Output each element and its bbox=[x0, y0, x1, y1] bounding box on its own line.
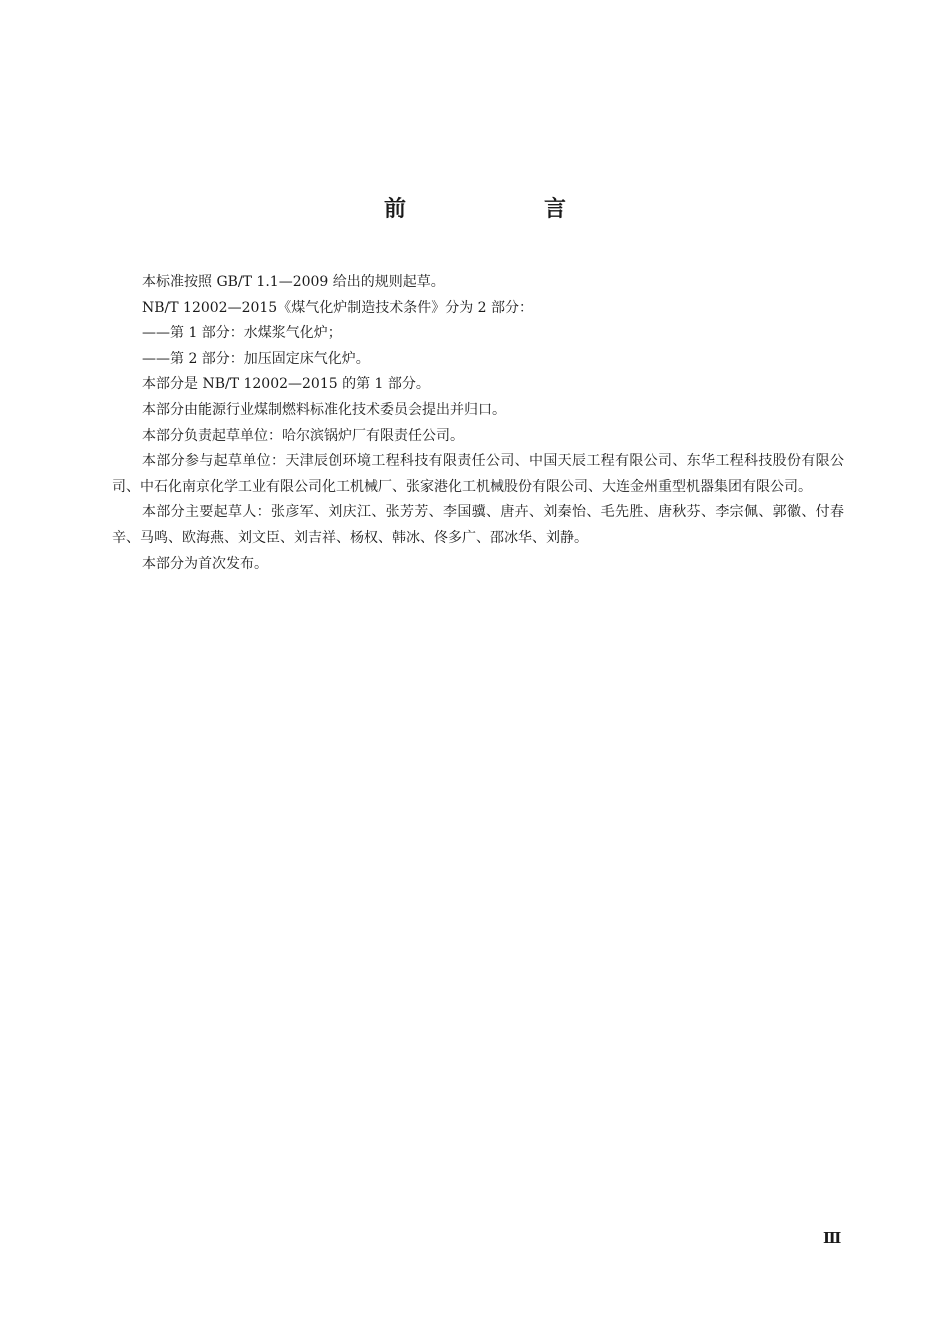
paragraph-drafting-rules: 本标准按照 GB/T 1.1—2009 给出的规则起草。 bbox=[142, 274, 445, 290]
paragraph-part-2: ——第 2 部分：加压固定床气化炉。 bbox=[142, 350, 370, 367]
page-title: 前 言 bbox=[383, 197, 624, 222]
paragraph-this-part: 本部分是 NB/T 12002—2015 的第 1 部分。 bbox=[142, 376, 430, 393]
paragraph-part-1: ——第 1 部分：水煤浆气化炉； bbox=[142, 325, 342, 342]
paragraph-main-drafters: 本部分主要起草人：张彦军、刘庆江、张芳芳、李国骥、唐卉、刘秦怡、毛先胜、唐秋芬、李宗佩、郭徽、付春辛、马鸣、欧海燕、刘文臣、刘吉祥、杨权、韩冰、佟多广、邵冰华、刘静。 bbox=[112, 504, 844, 546]
paragraph-lead-drafter: 本部分负责起草单位：哈尔滨锅炉厂有限责任公司。 bbox=[142, 427, 464, 444]
paragraph-proposer: 本部分由能源行业煤制燃料标准化技术委员会提出并归口。 bbox=[142, 401, 506, 418]
foreword-body bbox=[112, 270, 844, 577]
paragraph-standard-parts: NB/T 12002—2015《煤气化炉制造技术条件》分为 2 部分： bbox=[142, 299, 534, 316]
page-number: Ⅲ bbox=[823, 1229, 842, 1247]
paragraph-participating-drafters: 本部分参与起草单位：天津辰创环境工程科技有限责任公司、中国天辰工程有限公司、东华工程科技股份有限公司、中石化南京化学工业有限公司化工机械厂、张家港化工机械股份有限公司、大连金州重型机器集团有限公司。 bbox=[112, 453, 844, 495]
paragraph-first-release: 本部分为首次发布。 bbox=[142, 555, 268, 572]
